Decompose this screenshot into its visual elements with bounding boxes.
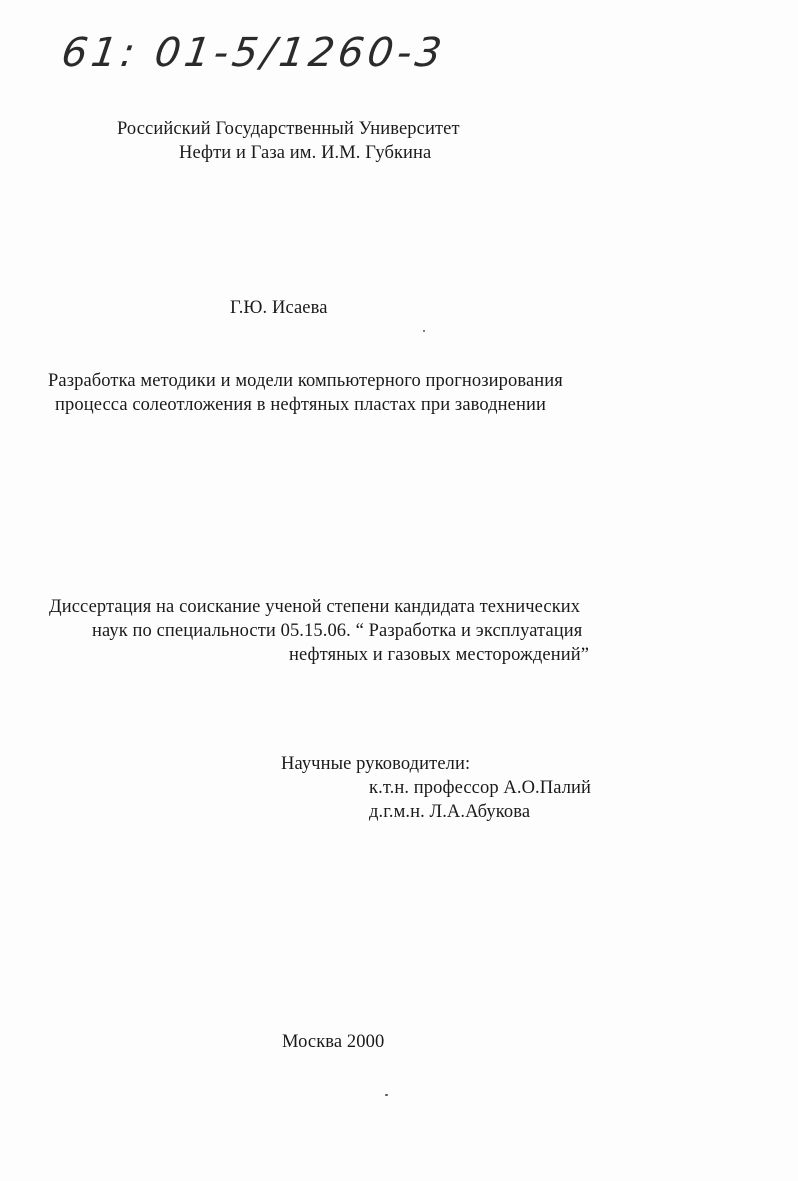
degree-line-2: наук по специальности 05.15.06. “ Разработка и эксплуатация (92, 621, 583, 641)
institution-line-2: Нефти и Газа им. И.М. Губкина (179, 143, 432, 163)
title-line-1: Разработка методики и модели компьютерного прогнозирования (48, 371, 563, 391)
supervisor-1: к.т.н. профессор А.О.Палий (369, 778, 592, 798)
author-name: Г.Ю. Исаева (230, 298, 328, 318)
scan-speck (423, 330, 425, 332)
supervisor-2: д.г.м.н. Л.А.Абукова (369, 802, 531, 822)
supervisors-heading: Научные руководители: (281, 754, 471, 774)
degree-line-3: нефтяных и газовых месторождений” (289, 645, 590, 665)
institution-line-1: Российский Государственный Университет (117, 119, 460, 139)
handwritten-catalog-number: 61: 01-5/1260-3 (58, 30, 449, 76)
degree-line-1: Диссертация на соискание ученой степени кандидата технических (49, 597, 581, 617)
city-year: Москва 2000 (282, 1032, 385, 1052)
title-line-2: процесса солеотложения в нефтяных пластах при заводнении (55, 395, 546, 415)
scan-speck (385, 1094, 388, 1096)
